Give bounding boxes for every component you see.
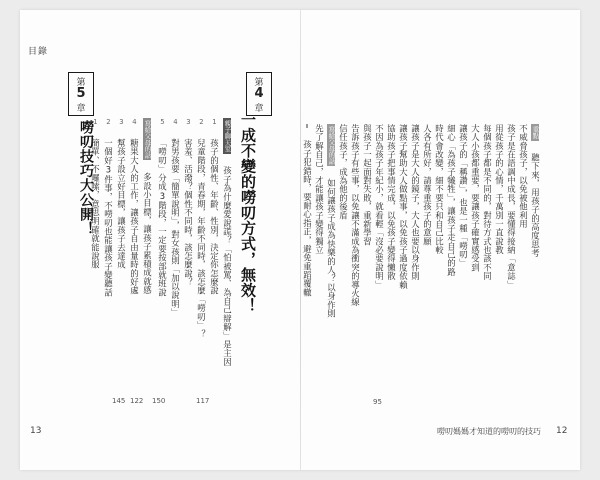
right-col-10[interactable]	[423, 124, 431, 386]
right-col-4[interactable]	[495, 124, 503, 386]
right-col-9[interactable]	[435, 124, 443, 386]
right-col-text: 信任孩子，成為他的後盾	[338, 124, 349, 220]
chapter5-label-box	[68, 72, 94, 116]
book-gutter	[300, 10, 301, 470]
ch4-entry-2[interactable]	[197, 118, 205, 398]
chapter5-title: 嘮叨技巧大公開！	[78, 120, 94, 236]
right-col-tag: 寫給父母的話	[327, 126, 336, 165]
right-col-19[interactable]	[315, 124, 323, 386]
ch4-entry-text: 害羞、活潑？個性不同時，該怎麼說？	[183, 138, 194, 287]
right-col-text: 讓孩子是大人的鏡子，大人也要以身作則	[410, 124, 421, 281]
chapter4-number: 4	[254, 86, 264, 101]
ch5-entry-text: 幫孩子設立好目標，讓孩子去達成	[116, 138, 127, 269]
right-col-text: 先了解自己，才能讓孩子變得獨立	[314, 124, 325, 255]
ch5-entry-text: 簡單、不囉嗦，意思明確就能說服	[90, 138, 101, 269]
right-col-8[interactable]	[447, 124, 455, 386]
ch4-entry-text: 「嘮叨」分成3階段，一定要按部就班說	[157, 138, 168, 297]
ch4-banner-page: 117	[196, 397, 210, 405]
ch4-banner-text: 孩子為什麼愛說謊？「怕被罵、為自己辯解」是主因	[222, 166, 233, 367]
ch4-entry-1-page: 122	[130, 397, 144, 405]
right-col-text: 讓孩子的「稱讚」，也是一種「嘮叨」	[458, 124, 469, 268]
ch4-entry-text: 對男孩要「簡單說明」，對女孩則「加以說明」	[170, 138, 181, 317]
right-col-3[interactable]	[507, 124, 515, 386]
chapter5-number: 5	[76, 86, 86, 101]
chapter4-title: 一成不變的嘮叨方式，無效！	[239, 112, 257, 314]
chapter4-unit: 章	[254, 104, 264, 114]
ch5-entry-no: 1	[91, 118, 100, 127]
ch5-entry-no: 2	[104, 118, 113, 127]
right-col-2[interactable]	[519, 124, 527, 386]
right-col-text: 用從孩子的心情，千萬別一直說教	[494, 124, 505, 255]
right-col-text: 不威脅孩子，以免被他利用	[518, 124, 529, 229]
right-running-title: 嘮叨媽媽才知道的嘮叨的技巧	[437, 427, 541, 436]
right-col-text: 聽下來，用孩子的高度思考	[530, 153, 541, 258]
right-col-text: 大人小孩都重要，要讓孩子確實感受到	[470, 124, 481, 272]
ch5-entry-2[interactable]	[104, 118, 112, 398]
ch4-entry-no: 4	[171, 118, 180, 127]
right-col-5[interactable]	[483, 124, 491, 386]
right-col-13[interactable]	[387, 124, 395, 386]
ch4-entry-no: 3	[184, 118, 193, 127]
ch4-entry-5[interactable]	[158, 118, 166, 388]
ch5-entry-3[interactable]	[117, 118, 125, 398]
right-col-text: 人各有所好，請尊重孩子的意願	[422, 124, 433, 246]
ch4-entry-4-page: 145	[112, 397, 126, 405]
chapter5-label-char: 第	[76, 78, 86, 88]
right-col-17[interactable]	[339, 124, 347, 386]
ch4-entry-5-page: 150	[152, 397, 166, 405]
ch4-banner-tag: 親子聊天室	[223, 120, 232, 152]
right-col-tag: 重點	[531, 126, 540, 139]
ch4-entry-no: 1	[210, 118, 219, 127]
right-col-1[interactable]	[531, 124, 539, 386]
right-col-text: 不因為孩子年紀小，就看輕「沒必要說明」	[374, 124, 385, 290]
ch5-entry-text: 糖果大人的工作，讓孩子自由量時的好處	[129, 138, 140, 296]
toc-heading: 目錄	[28, 47, 49, 57]
left-tail-entry[interactable]	[143, 118, 151, 398]
right-col-16[interactable]	[351, 124, 359, 386]
right-col-20[interactable]	[303, 124, 311, 386]
chapter5-unit: 章	[76, 104, 86, 114]
right-page-number: 12	[556, 426, 568, 436]
ch4-entry-no: 2	[197, 118, 206, 127]
right-col-14[interactable]	[375, 124, 383, 386]
ch5-entry-no: 4	[130, 118, 139, 127]
ch5-entry-text: 一個好3件事，不嘮叨也能讓孩子變聽話	[103, 138, 114, 297]
right-col-text: 如何讓孩子成為快樂的人？以身作則	[326, 178, 337, 318]
ch4-entry-text: 孩子的個性、年齡、性別，決定你怎麼說	[209, 138, 220, 296]
right-col-text: 每個孩子都是不同的，對待方式也該不同	[482, 124, 493, 281]
right-col-text: 時代會改變，細不要只和自己比較	[434, 124, 445, 255]
right-col-text: 告訴孩子有些事，以免讓不滿成為衝突的導火線	[350, 124, 361, 307]
right-col-text: 孩子是在語調中成長，要懂得接納「意誌」	[506, 124, 517, 290]
right-col-11[interactable]	[411, 124, 419, 386]
left-page-number: 13	[30, 426, 42, 436]
right-col-15[interactable]	[363, 124, 371, 386]
chapter4-label-box	[246, 72, 272, 116]
right-col-text: 與孩子一起面對失敗，重新學習	[362, 124, 373, 246]
right-col-text: 細心「為孩子犧牲」，讓孩子走自己的路	[446, 124, 457, 277]
ch5-entry-4[interactable]	[130, 118, 138, 398]
ch4-entry-4[interactable]	[171, 118, 179, 398]
right-col-18[interactable]	[327, 124, 335, 386]
ch4-entry-3[interactable]	[184, 118, 192, 398]
right-page-mark: 95	[373, 398, 382, 406]
right-col-text: 孩子犯錯時，要耐心指正，避免重蹈覆轍	[302, 140, 313, 297]
ch4-banner[interactable]	[223, 118, 231, 398]
right-col-tag	[306, 124, 308, 128]
ch5-entry-no: 3	[117, 118, 126, 127]
chapter4-label-char: 第	[254, 78, 264, 88]
right-col-12[interactable]	[399, 124, 407, 386]
right-col-text: 協助孩子把事情完成，以免孩子變得懶散	[386, 124, 397, 281]
left-tail-tag: 寫給父母的話	[143, 120, 152, 159]
left-tail-text: 多設小目標，讓孩子累積成就感	[142, 172, 153, 295]
ch4-entry-1[interactable]	[210, 118, 218, 398]
ch4-entry-no: 5	[158, 118, 167, 127]
ch5-entry-1[interactable]	[91, 118, 99, 398]
right-col-6[interactable]	[471, 124, 479, 386]
right-col-text: 讓孩子幫助大人做點事，以免孩子過度依賴	[398, 124, 409, 290]
right-col-7[interactable]	[459, 124, 467, 386]
ch4-entry-text: 兒童階段，青春期，年齡不同時，該怎麼「嘮叨」？	[196, 138, 207, 339]
